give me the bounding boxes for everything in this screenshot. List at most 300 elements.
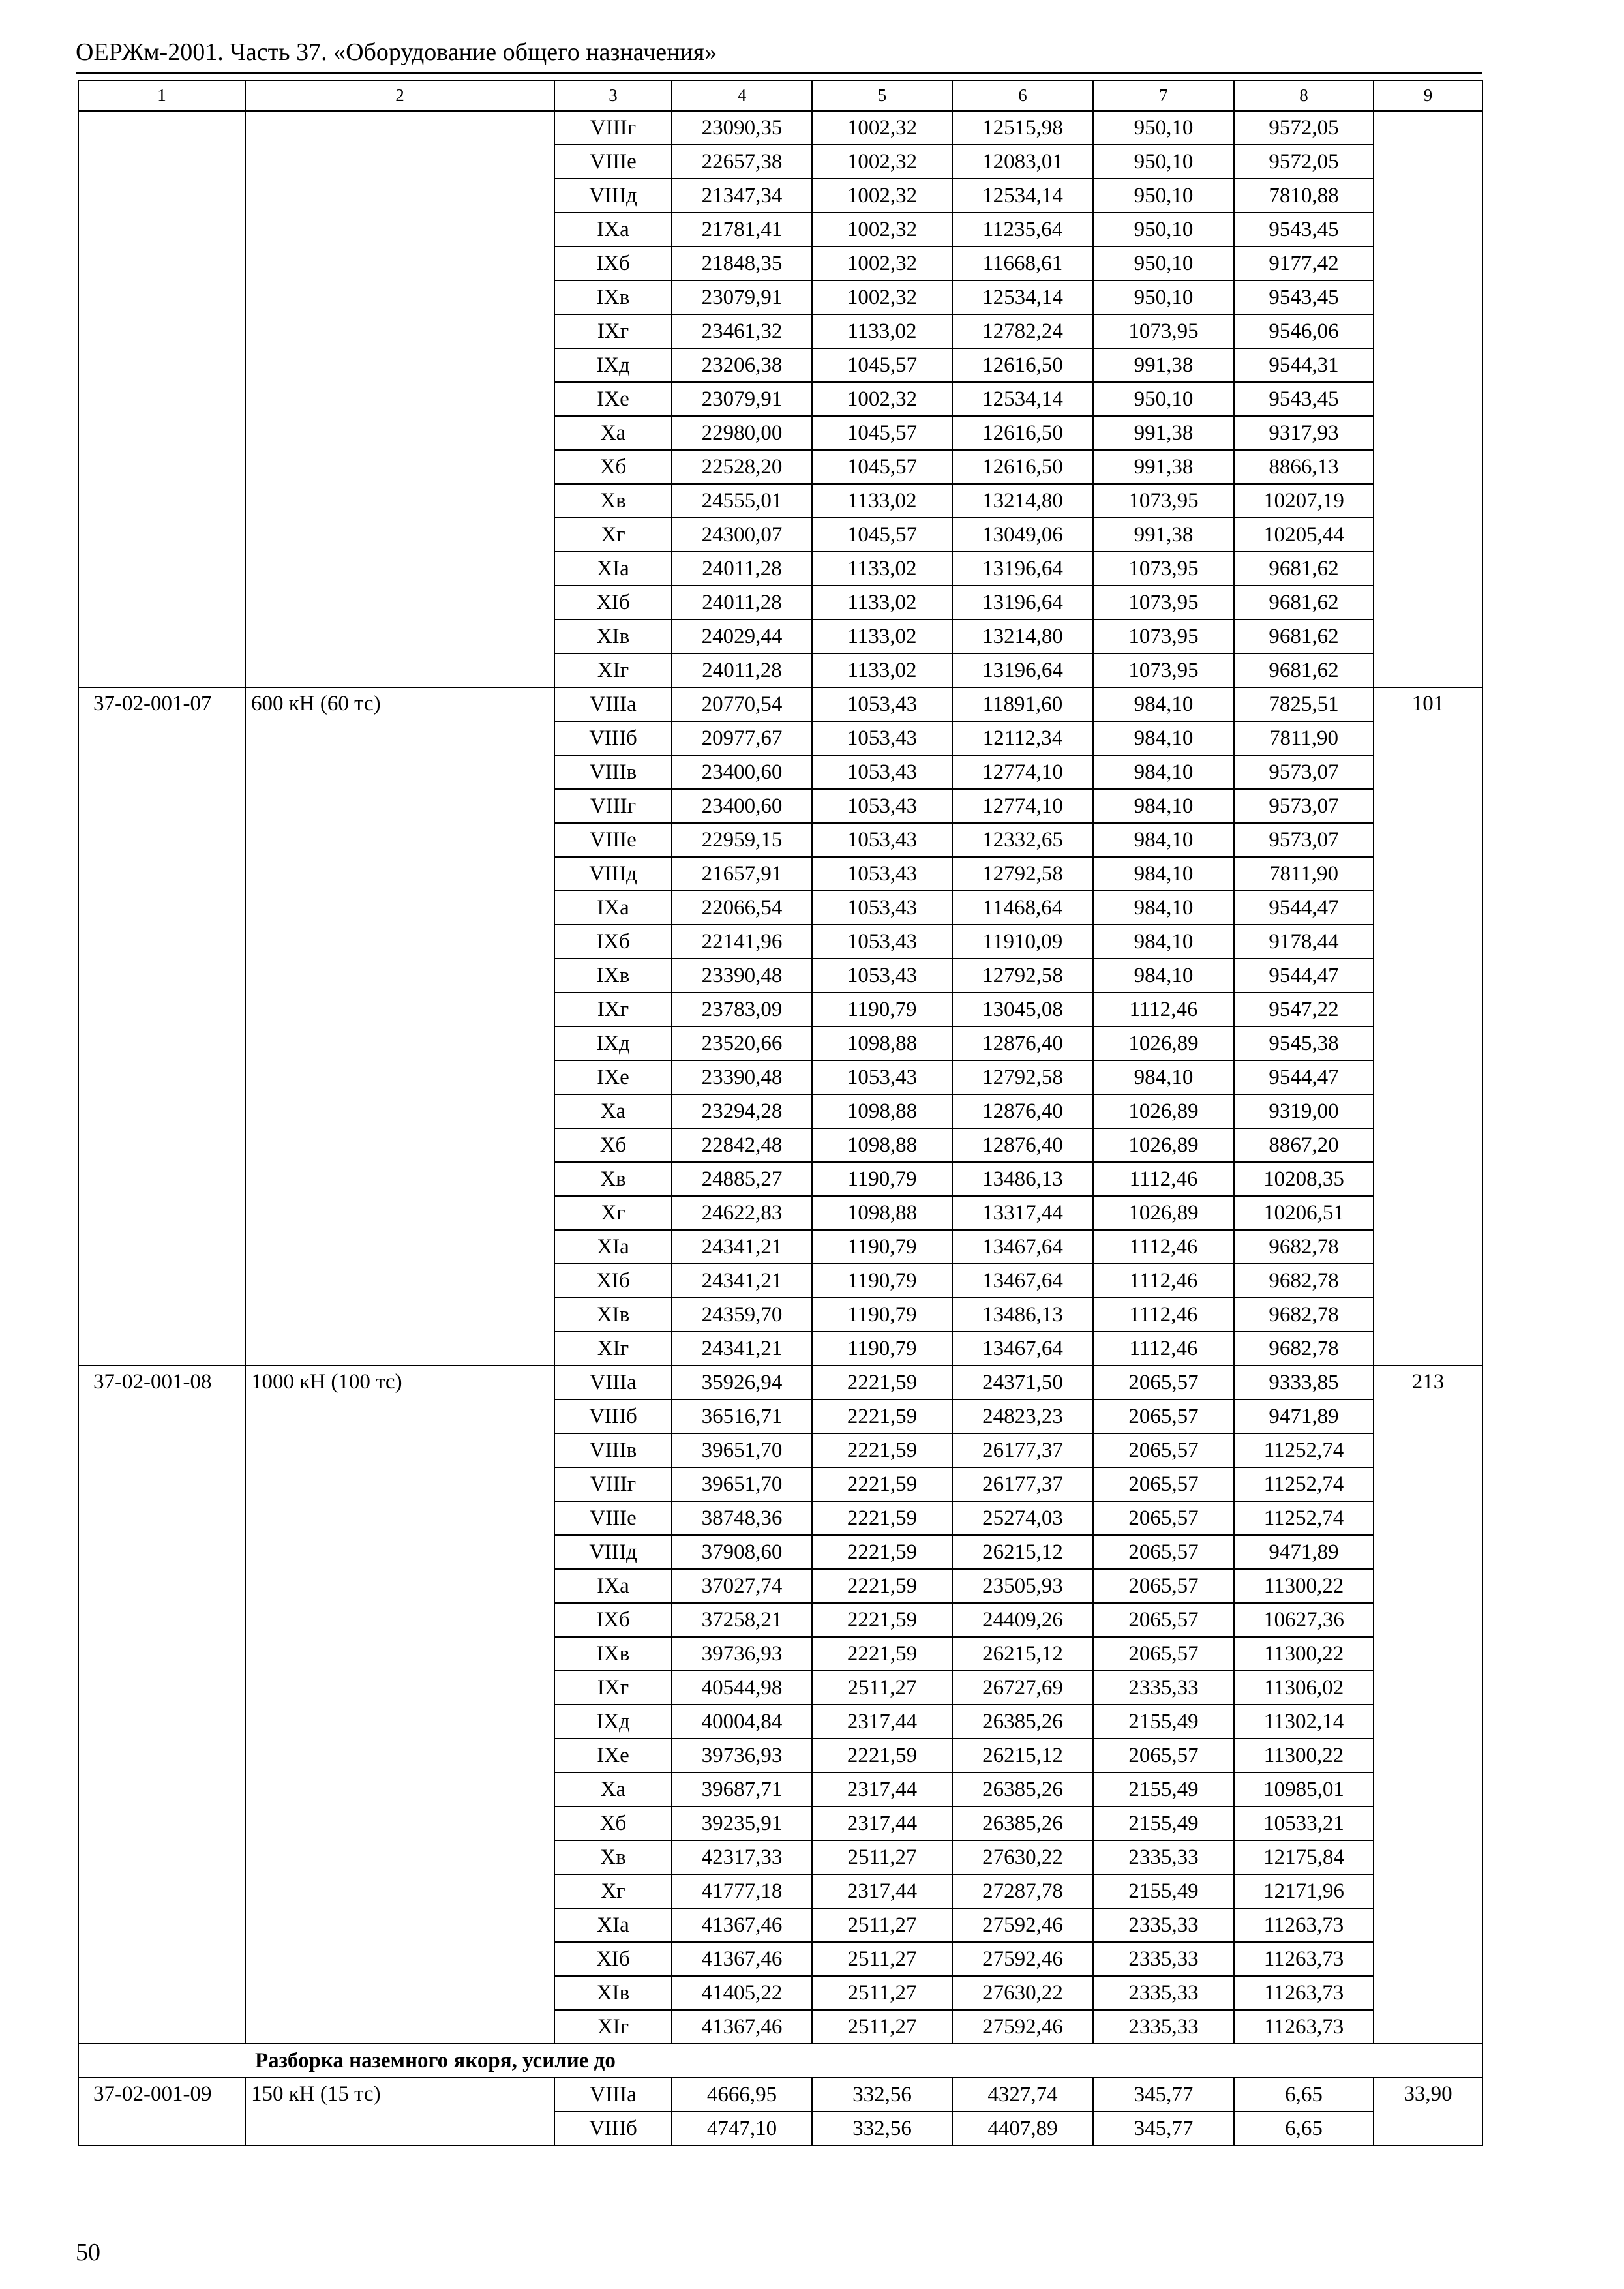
col6-cell: 12876,40 xyxy=(952,1026,1093,1060)
total-cost-cell: 20770,54 xyxy=(672,687,812,721)
col8-cell: 10206,51 xyxy=(1234,1196,1374,1230)
col8-cell: 7825,51 xyxy=(1234,687,1374,721)
col6-cell: 26385,26 xyxy=(952,1773,1093,1806)
region-cell: XIб xyxy=(554,1942,672,1976)
col5-cell: 1098,88 xyxy=(812,1196,952,1230)
region-cell: XIа xyxy=(554,1908,672,1942)
total-cost-cell: 23079,91 xyxy=(672,382,812,416)
region-cell: Xв xyxy=(554,1840,672,1874)
col7-cell: 1026,89 xyxy=(1093,1026,1234,1060)
region-cell: VIIIе xyxy=(554,1501,672,1535)
col6-cell: 13214,80 xyxy=(952,620,1093,653)
col5-cell: 1098,88 xyxy=(812,1026,952,1060)
col6-cell: 26215,12 xyxy=(952,1535,1093,1569)
total-cost-cell: 22528,20 xyxy=(672,450,812,484)
col7-cell: 1112,46 xyxy=(1093,1230,1234,1264)
col7-cell: 984,10 xyxy=(1093,755,1234,789)
col7-cell: 2335,33 xyxy=(1093,1840,1234,1874)
col7-cell: 1112,46 xyxy=(1093,1298,1234,1332)
col8-cell: 9544,47 xyxy=(1234,959,1374,993)
col7-cell: 991,38 xyxy=(1093,450,1234,484)
col5-cell: 1045,57 xyxy=(812,348,952,382)
col6-cell: 11891,60 xyxy=(952,687,1093,721)
total-cost-cell: 22141,96 xyxy=(672,925,812,959)
col7-cell: 984,10 xyxy=(1093,721,1234,755)
region-cell: VIIIд xyxy=(554,1535,672,1569)
col7-cell: 2155,49 xyxy=(1093,1874,1234,1908)
col7-cell: 2335,33 xyxy=(1093,1942,1234,1976)
col7-cell: 1073,95 xyxy=(1093,484,1234,518)
total-cost-cell: 42317,33 xyxy=(672,1840,812,1874)
col7-cell: 1112,46 xyxy=(1093,993,1234,1026)
col8-cell: 9317,93 xyxy=(1234,416,1374,450)
col6-cell: 13196,64 xyxy=(952,552,1093,586)
col8-cell: 11300,22 xyxy=(1234,1739,1374,1773)
col5-cell: 1133,02 xyxy=(812,620,952,653)
item-name-cell xyxy=(245,111,554,687)
col8-cell: 9319,00 xyxy=(1234,1094,1374,1128)
total-cost-cell: 23090,35 xyxy=(672,111,812,145)
col6-cell: 13317,44 xyxy=(952,1196,1093,1230)
region-cell: IXа xyxy=(554,213,672,247)
col8-cell: 9573,07 xyxy=(1234,755,1374,789)
col6-cell: 27287,78 xyxy=(952,1874,1093,1908)
col7-cell: 1073,95 xyxy=(1093,314,1234,348)
col5-cell: 1053,43 xyxy=(812,959,952,993)
region-cell: Xб xyxy=(554,450,672,484)
col5-cell: 1133,02 xyxy=(812,484,952,518)
col7-cell: 984,10 xyxy=(1093,687,1234,721)
region-cell: XIв xyxy=(554,1298,672,1332)
col8-cell: 11302,14 xyxy=(1234,1705,1374,1739)
col5-cell: 2317,44 xyxy=(812,1705,952,1739)
col8-cell: 9681,62 xyxy=(1234,653,1374,687)
col5-cell: 1053,43 xyxy=(812,925,952,959)
total-cost-cell: 20977,67 xyxy=(672,721,812,755)
region-cell: VIIIд xyxy=(554,179,672,213)
col9-cell: 101 xyxy=(1374,687,1482,1366)
col6-cell: 26727,69 xyxy=(952,1671,1093,1705)
col8-cell: 9547,22 xyxy=(1234,993,1374,1026)
col7-cell: 950,10 xyxy=(1093,213,1234,247)
table-body xyxy=(78,80,1482,2146)
col7-cell: 984,10 xyxy=(1093,925,1234,959)
col5-cell: 1190,79 xyxy=(812,993,952,1026)
col8-cell: 9333,85 xyxy=(1234,1366,1374,1399)
region-cell: VIIIг xyxy=(554,111,672,145)
item-code-cell: 37-02-001-08 xyxy=(78,1366,245,2044)
region-cell: VIIIа xyxy=(554,687,672,721)
item-code-cell xyxy=(78,111,245,687)
col6-cell: 12515,98 xyxy=(952,111,1093,145)
region-cell: Xв xyxy=(554,484,672,518)
col8-cell: 9682,78 xyxy=(1234,1264,1374,1298)
page-number: 50 xyxy=(76,2239,100,2266)
total-cost-cell: 24555,01 xyxy=(672,484,812,518)
col7-cell: 2335,33 xyxy=(1093,1908,1234,1942)
region-cell: Xб xyxy=(554,1128,672,1162)
col7-cell: 991,38 xyxy=(1093,348,1234,382)
region-cell: Xв xyxy=(554,1162,672,1196)
region-cell: VIIIг xyxy=(554,1467,672,1501)
col6-cell: 27592,46 xyxy=(952,1908,1093,1942)
column-number: 6 xyxy=(952,80,1093,111)
col6-cell: 12616,50 xyxy=(952,348,1093,382)
page-header-title: ОЕРЖм-2001. Часть 37. «Оборудование общего назначения» xyxy=(76,38,717,66)
col7-cell: 984,10 xyxy=(1093,1060,1234,1094)
total-cost-cell: 22980,00 xyxy=(672,416,812,450)
col5-cell: 2317,44 xyxy=(812,1874,952,1908)
col6-cell: 26215,12 xyxy=(952,1739,1093,1773)
column-number: 4 xyxy=(672,80,812,111)
col6-cell: 12774,10 xyxy=(952,789,1093,823)
total-cost-cell: 24011,28 xyxy=(672,552,812,586)
col7-cell: 2065,57 xyxy=(1093,1603,1234,1637)
col6-cell: 13196,64 xyxy=(952,653,1093,687)
col7-cell: 991,38 xyxy=(1093,518,1234,552)
total-cost-cell: 23206,38 xyxy=(672,348,812,382)
column-number: 8 xyxy=(1234,80,1374,111)
table-row xyxy=(78,2078,1482,2112)
col5-cell: 1190,79 xyxy=(812,1332,952,1366)
region-cell: Xа xyxy=(554,416,672,450)
col5-cell: 2221,59 xyxy=(812,1366,952,1399)
col8-cell: 7811,90 xyxy=(1234,721,1374,755)
col8-cell: 9682,78 xyxy=(1234,1230,1374,1264)
col7-cell: 984,10 xyxy=(1093,857,1234,891)
col6-cell: 11910,09 xyxy=(952,925,1093,959)
total-cost-cell: 41777,18 xyxy=(672,1874,812,1908)
col5-cell: 2511,27 xyxy=(812,2010,952,2044)
col5-cell: 2221,59 xyxy=(812,1637,952,1671)
col6-cell: 27630,22 xyxy=(952,1840,1093,1874)
col5-cell: 2221,59 xyxy=(812,1569,952,1603)
col6-cell: 13467,64 xyxy=(952,1230,1093,1264)
total-cost-cell: 24341,21 xyxy=(672,1230,812,1264)
col5-cell: 1002,32 xyxy=(812,179,952,213)
total-cost-cell: 21781,41 xyxy=(672,213,812,247)
col6-cell: 12876,40 xyxy=(952,1094,1093,1128)
col8-cell: 11300,22 xyxy=(1234,1569,1374,1603)
column-number: 5 xyxy=(812,80,952,111)
total-cost-cell: 23461,32 xyxy=(672,314,812,348)
col5-cell: 1002,32 xyxy=(812,213,952,247)
col7-cell: 950,10 xyxy=(1093,382,1234,416)
region-cell: VIIIв xyxy=(554,755,672,789)
col7-cell: 950,10 xyxy=(1093,179,1234,213)
region-cell: Xг xyxy=(554,518,672,552)
col8-cell: 9681,62 xyxy=(1234,620,1374,653)
col5-cell: 1190,79 xyxy=(812,1230,952,1264)
col6-cell: 13214,80 xyxy=(952,484,1093,518)
col5-cell: 1053,43 xyxy=(812,823,952,857)
col6-cell: 12534,14 xyxy=(952,179,1093,213)
col5-cell: 1002,32 xyxy=(812,111,952,145)
col8-cell: 9572,05 xyxy=(1234,111,1374,145)
total-cost-cell: 4747,10 xyxy=(672,2112,812,2146)
col6-cell: 26177,37 xyxy=(952,1467,1093,1501)
col5-cell: 1045,57 xyxy=(812,416,952,450)
total-cost-cell: 23294,28 xyxy=(672,1094,812,1128)
col6-cell: 12112,34 xyxy=(952,721,1093,755)
col5-cell: 2511,27 xyxy=(812,1942,952,1976)
col8-cell: 9681,62 xyxy=(1234,586,1374,620)
total-cost-cell: 41367,46 xyxy=(672,2010,812,2044)
item-name-cell: 150 кН (15 тс) xyxy=(245,2078,554,2146)
col7-cell: 1073,95 xyxy=(1093,586,1234,620)
col6-cell: 12792,58 xyxy=(952,1060,1093,1094)
col8-cell: 11263,73 xyxy=(1234,1942,1374,1976)
region-cell: IXд xyxy=(554,348,672,382)
table-row xyxy=(78,111,1482,145)
col8-cell: 9178,44 xyxy=(1234,925,1374,959)
col7-cell: 345,77 xyxy=(1093,2078,1234,2112)
col6-cell: 12792,58 xyxy=(952,857,1093,891)
region-cell: XIа xyxy=(554,552,672,586)
region-cell: XIг xyxy=(554,2010,672,2044)
col5-cell: 1133,02 xyxy=(812,586,952,620)
col6-cell: 12616,50 xyxy=(952,416,1093,450)
col5-cell: 1190,79 xyxy=(812,1162,952,1196)
col7-cell: 2155,49 xyxy=(1093,1773,1234,1806)
col5-cell: 1098,88 xyxy=(812,1094,952,1128)
col5-cell: 2221,59 xyxy=(812,1433,952,1467)
region-cell: IXг xyxy=(554,1671,672,1705)
region-cell: Xа xyxy=(554,1094,672,1128)
region-cell: Xа xyxy=(554,1773,672,1806)
col5-cell: 1098,88 xyxy=(812,1128,952,1162)
col8-cell: 9573,07 xyxy=(1234,823,1374,857)
col6-cell: 27592,46 xyxy=(952,2010,1093,2044)
col8-cell: 9682,78 xyxy=(1234,1298,1374,1332)
item-name-cell: 1000 кН (100 тс) xyxy=(245,1366,554,2044)
column-number: 3 xyxy=(554,80,672,111)
region-cell: VIIIа xyxy=(554,2078,672,2112)
col5-cell: 1053,43 xyxy=(812,755,952,789)
col7-cell: 1073,95 xyxy=(1093,552,1234,586)
column-number: 7 xyxy=(1093,80,1234,111)
col7-cell: 2155,49 xyxy=(1093,1705,1234,1739)
col6-cell: 13196,64 xyxy=(952,586,1093,620)
total-cost-cell: 41405,22 xyxy=(672,1976,812,2010)
col6-cell: 12534,14 xyxy=(952,280,1093,314)
col6-cell: 26385,26 xyxy=(952,1806,1093,1840)
total-cost-cell: 36516,71 xyxy=(672,1399,812,1433)
col6-cell: 12332,65 xyxy=(952,823,1093,857)
total-cost-cell: 40544,98 xyxy=(672,1671,812,1705)
col8-cell: 9681,62 xyxy=(1234,552,1374,586)
col7-cell: 2335,33 xyxy=(1093,2010,1234,2044)
region-cell: VIIIв xyxy=(554,1433,672,1467)
col5-cell: 1045,57 xyxy=(812,450,952,484)
region-cell: XIг xyxy=(554,1332,672,1366)
col5-cell: 2317,44 xyxy=(812,1806,952,1840)
col6-cell: 4327,74 xyxy=(952,2078,1093,2112)
col7-cell: 2065,57 xyxy=(1093,1535,1234,1569)
col5-cell: 2221,59 xyxy=(812,1501,952,1535)
col7-cell: 2065,57 xyxy=(1093,1467,1234,1501)
col6-cell: 26385,26 xyxy=(952,1705,1093,1739)
col7-cell: 2065,57 xyxy=(1093,1399,1234,1433)
col7-cell: 1073,95 xyxy=(1093,653,1234,687)
col7-cell: 984,10 xyxy=(1093,891,1234,925)
region-cell: VIIIе xyxy=(554,145,672,179)
total-cost-cell: 38748,36 xyxy=(672,1501,812,1535)
col5-cell: 1190,79 xyxy=(812,1298,952,1332)
col8-cell: 7811,90 xyxy=(1234,857,1374,891)
col8-cell: 10205,44 xyxy=(1234,518,1374,552)
col7-cell: 984,10 xyxy=(1093,789,1234,823)
col8-cell: 8866,13 xyxy=(1234,450,1374,484)
col8-cell: 9471,89 xyxy=(1234,1399,1374,1433)
region-cell: XIв xyxy=(554,620,672,653)
total-cost-cell: 21848,35 xyxy=(672,247,812,280)
col6-cell: 12782,24 xyxy=(952,314,1093,348)
col6-cell: 13049,06 xyxy=(952,518,1093,552)
region-cell: VIIIб xyxy=(554,1399,672,1433)
region-cell: VIIIг xyxy=(554,789,672,823)
total-cost-cell: 40004,84 xyxy=(672,1705,812,1739)
col8-cell: 10207,19 xyxy=(1234,484,1374,518)
col5-cell: 1002,32 xyxy=(812,145,952,179)
col5-cell: 2221,59 xyxy=(812,1535,952,1569)
region-cell: IXв xyxy=(554,959,672,993)
col6-cell: 12792,58 xyxy=(952,959,1093,993)
region-cell: XIб xyxy=(554,586,672,620)
table-row xyxy=(78,1366,1482,1399)
total-cost-cell: 37027,74 xyxy=(672,1569,812,1603)
region-cell: IXд xyxy=(554,1026,672,1060)
column-number: 9 xyxy=(1374,80,1482,111)
col5-cell: 1002,32 xyxy=(812,382,952,416)
region-cell: VIIIе xyxy=(554,823,672,857)
col7-cell: 950,10 xyxy=(1093,247,1234,280)
col5-cell: 1053,43 xyxy=(812,789,952,823)
col5-cell: 1190,79 xyxy=(812,1264,952,1298)
col7-cell: 991,38 xyxy=(1093,416,1234,450)
col7-cell: 1112,46 xyxy=(1093,1332,1234,1366)
col8-cell: 9573,07 xyxy=(1234,789,1374,823)
col7-cell: 2065,57 xyxy=(1093,1637,1234,1671)
region-cell: IXд xyxy=(554,1705,672,1739)
col5-cell: 2511,27 xyxy=(812,1976,952,2010)
col7-cell: 984,10 xyxy=(1093,959,1234,993)
total-cost-cell: 22959,15 xyxy=(672,823,812,857)
col6-cell: 11235,64 xyxy=(952,213,1093,247)
col6-cell: 25274,03 xyxy=(952,1501,1093,1535)
col8-cell: 9543,45 xyxy=(1234,213,1374,247)
col5-cell: 2221,59 xyxy=(812,1603,952,1637)
col8-cell: 10208,35 xyxy=(1234,1162,1374,1196)
col8-cell: 9546,06 xyxy=(1234,314,1374,348)
col5-cell: 1053,43 xyxy=(812,1060,952,1094)
col9-cell: 33,90 xyxy=(1374,2078,1482,2146)
region-cell: Xб xyxy=(554,1806,672,1840)
col8-cell: 9682,78 xyxy=(1234,1332,1374,1366)
region-cell: IXе xyxy=(554,1060,672,1094)
col8-cell: 9544,47 xyxy=(1234,1060,1374,1094)
col8-cell: 11252,74 xyxy=(1234,1501,1374,1535)
col7-cell: 2155,49 xyxy=(1093,1806,1234,1840)
col5-cell: 1133,02 xyxy=(812,314,952,348)
total-cost-cell: 24341,21 xyxy=(672,1332,812,1366)
region-cell: IXб xyxy=(554,925,672,959)
total-cost-cell: 24011,28 xyxy=(672,586,812,620)
section-heading-row xyxy=(78,2044,1482,2078)
total-cost-cell: 39651,70 xyxy=(672,1433,812,1467)
col5-cell: 2511,27 xyxy=(812,1671,952,1705)
col8-cell: 6,65 xyxy=(1234,2078,1374,2112)
col8-cell: 11263,73 xyxy=(1234,1908,1374,1942)
header-rule xyxy=(76,72,1482,74)
col6-cell: 13486,13 xyxy=(952,1298,1093,1332)
total-cost-cell: 39651,70 xyxy=(672,1467,812,1501)
col7-cell: 1026,89 xyxy=(1093,1196,1234,1230)
total-cost-cell: 39736,93 xyxy=(672,1739,812,1773)
col6-cell: 26177,37 xyxy=(952,1433,1093,1467)
col7-cell: 1073,95 xyxy=(1093,620,1234,653)
col5-cell: 1053,43 xyxy=(812,857,952,891)
total-cost-cell: 39687,71 xyxy=(672,1773,812,1806)
col5-cell: 2221,59 xyxy=(812,1399,952,1433)
col7-cell: 2065,57 xyxy=(1093,1366,1234,1399)
col7-cell: 2065,57 xyxy=(1093,1501,1234,1535)
col6-cell: 27592,46 xyxy=(952,1942,1093,1976)
total-cost-cell: 23390,48 xyxy=(672,959,812,993)
col5-cell: 332,56 xyxy=(812,2112,952,2146)
col7-cell: 950,10 xyxy=(1093,111,1234,145)
total-cost-cell: 35926,94 xyxy=(672,1366,812,1399)
region-cell: IXг xyxy=(554,314,672,348)
col6-cell: 13467,64 xyxy=(952,1264,1093,1298)
col7-cell: 2065,57 xyxy=(1093,1433,1234,1467)
col5-cell: 1053,43 xyxy=(812,721,952,755)
col8-cell: 11306,02 xyxy=(1234,1671,1374,1705)
region-cell: IXб xyxy=(554,1603,672,1637)
total-cost-cell: 23079,91 xyxy=(672,280,812,314)
column-number: 1 xyxy=(78,80,245,111)
col7-cell: 1026,89 xyxy=(1093,1094,1234,1128)
col5-cell: 332,56 xyxy=(812,2078,952,2112)
region-cell: IXа xyxy=(554,891,672,925)
column-number-row xyxy=(78,80,1482,111)
col5-cell: 2221,59 xyxy=(812,1739,952,1773)
region-cell: VIIIб xyxy=(554,721,672,755)
total-cost-cell: 23390,48 xyxy=(672,1060,812,1094)
col5-cell: 2511,27 xyxy=(812,1840,952,1874)
col9-cell: 213 xyxy=(1374,1366,1482,2044)
region-cell: IXе xyxy=(554,382,672,416)
col8-cell: 11263,73 xyxy=(1234,2010,1374,2044)
section-heading: Разборка наземного якоря, усилие до xyxy=(78,2044,1482,2078)
col6-cell: 27630,22 xyxy=(952,1976,1093,2010)
col8-cell: 11252,74 xyxy=(1234,1433,1374,1467)
col5-cell: 1002,32 xyxy=(812,247,952,280)
col6-cell: 23505,93 xyxy=(952,1569,1093,1603)
column-number: 2 xyxy=(245,80,554,111)
col8-cell: 9543,45 xyxy=(1234,382,1374,416)
col5-cell: 1053,43 xyxy=(812,687,952,721)
col6-cell: 24409,26 xyxy=(952,1603,1093,1637)
region-cell: Xг xyxy=(554,1196,672,1230)
col7-cell: 1112,46 xyxy=(1093,1264,1234,1298)
total-cost-cell: 39235,91 xyxy=(672,1806,812,1840)
col8-cell: 9544,47 xyxy=(1234,891,1374,925)
col8-cell: 10533,21 xyxy=(1234,1806,1374,1840)
col8-cell: 9544,31 xyxy=(1234,348,1374,382)
col5-cell: 2221,59 xyxy=(812,1467,952,1501)
region-cell: XIг xyxy=(554,653,672,687)
